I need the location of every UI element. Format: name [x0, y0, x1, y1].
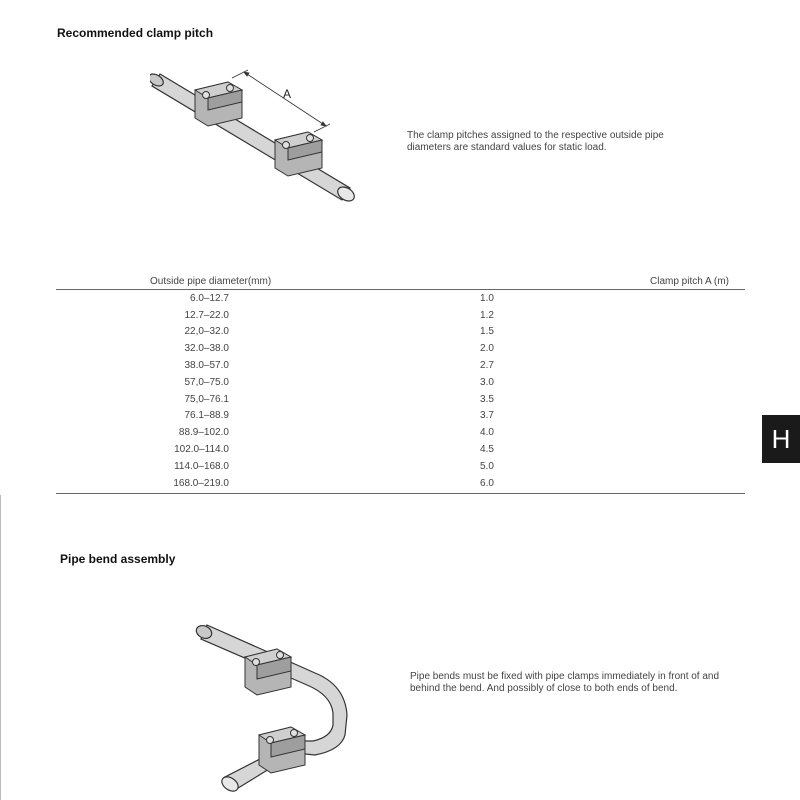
dimension-line [232, 70, 330, 132]
clamp-pitch-illustration [150, 60, 370, 210]
table-row [56, 324, 745, 341]
outside-diameter-cell: 75,0–76.1 [184, 393, 229, 405]
section-tab: H [762, 415, 800, 463]
clamp-pitch-cell: 3.7 [480, 410, 494, 422]
table-body [56, 290, 745, 492]
clamp-pitch-cell: 3.5 [480, 393, 494, 405]
pipe-bend-illustration [195, 615, 370, 800]
clamp-pitch-table [56, 272, 745, 494]
pipe-bend-note: Pipe bends must be fixed with pipe clamps immediately in front of and behind the bend. And possibly of close to both ends of bend. [410, 671, 720, 694]
clamp-pitch-cell: 3.0 [480, 376, 494, 388]
outside-diameter-cell: 114.0–168.0 [174, 460, 229, 472]
bend-clamp-2 [259, 727, 305, 773]
clamp-pitch-cell: 4.0 [480, 427, 494, 439]
table-row [56, 408, 745, 425]
outside-diameter-cell: 22,0–32.0 [184, 326, 229, 338]
outside-diameter-cell: 88.9–102.0 [178, 427, 229, 439]
outside-diameter-cell: 102.0–114.0 [174, 444, 229, 456]
table-row [56, 475, 745, 492]
table-row [56, 340, 745, 357]
table-row [56, 307, 745, 324]
clamp-pitch-note: The clamp pitches assigned to the respective outside pipe diameters are standard values for static load. [407, 130, 664, 153]
bend-clamp-1 [245, 649, 291, 695]
outside-diameter-cell: 168.0–219.0 [173, 477, 229, 489]
clamp-pitch-cell: 1.0 [480, 292, 494, 304]
clamp-pitch-title: Recommended clamp pitch [57, 26, 214, 40]
clamp-pitch-cell: 6.0 [480, 477, 494, 489]
header-clamp-pitch: Clamp pitch A (m) [650, 276, 729, 287]
pipe-clamp-2 [275, 132, 322, 176]
outside-diameter-cell: 6.0–12.7 [190, 292, 229, 304]
table-row [56, 374, 745, 391]
header-outside-diameter: Outside pipe diameter(mm) [150, 276, 272, 287]
table-row [56, 290, 745, 307]
table-row [56, 357, 745, 374]
dimension-label: A [283, 87, 292, 101]
table-bottom-rule [56, 493, 745, 494]
clamp-pitch-cell: 2.0 [480, 343, 494, 355]
table-header [56, 272, 745, 290]
clamp-pitch-cell: 2.7 [480, 360, 494, 372]
left-margin-rule [0, 495, 1, 800]
clamp-pitch-cell: 4.5 [480, 444, 494, 456]
outside-diameter-cell: 38.0–57.0 [184, 360, 229, 372]
pipe-clamp-1 [195, 82, 242, 126]
outside-diameter-cell: 76.1–88.9 [184, 410, 229, 422]
clamp-pitch-cell: 1.5 [480, 326, 494, 338]
outside-diameter-cell: 12.7–22.0 [184, 309, 229, 321]
outside-diameter-cell: 32.0–38.0 [184, 343, 229, 355]
table-row [56, 441, 745, 458]
outside-diameter-cell: 57,0–75.0 [184, 376, 229, 388]
clamp-pitch-cell: 1.2 [480, 309, 494, 321]
table-row [56, 458, 745, 475]
table-row [56, 424, 745, 441]
pipe-bend-title: Pipe bend assembly [60, 552, 176, 566]
clamp-pitch-cell: 5.0 [480, 460, 494, 472]
table-row [56, 391, 745, 408]
